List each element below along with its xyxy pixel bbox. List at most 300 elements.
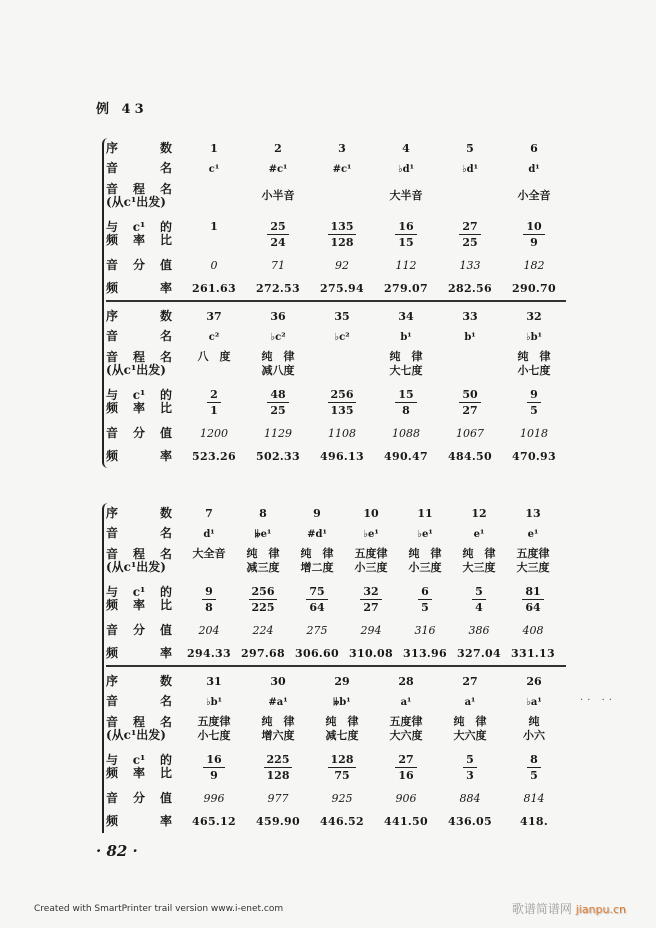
interval-line-2: 大三度 [462,561,496,574]
row-label [106,310,182,323]
numerator: 16 [203,753,224,768]
ratio-fraction [249,585,278,614]
table-cell [182,427,246,440]
row-interval-name [106,543,566,579]
table-cell [182,715,246,743]
row-cells [182,647,566,660]
row-cells [182,547,566,575]
numerator: 9 [527,388,541,403]
table-cell [182,624,236,637]
row-note-name [106,158,566,178]
row-cells [182,792,566,805]
label-line: (从c¹出发) [106,728,166,742]
note-name: c¹ [208,163,220,175]
interval-line-2: 小七度 [197,729,231,742]
row-cells [182,189,566,203]
row-cells [182,815,566,828]
cents-value: 1108 [328,426,356,440]
frequency-value: 459.90 [256,814,300,828]
table-cell [452,624,506,637]
table-cell [374,388,438,417]
interval-line-1: 纯 [528,715,540,728]
row-label [106,815,182,828]
numerator: 5 [472,585,486,600]
row-label [106,527,182,540]
row-label [106,282,182,295]
label-char: 的 [159,388,172,402]
table-cell [502,715,566,743]
row-cells [182,259,566,272]
row-label [106,507,182,520]
sequence-number: 26 [526,674,542,688]
ratio-fraction [472,585,486,614]
interval-name [182,350,246,364]
frequency-value: 331.13 [511,646,555,660]
note-name: ♭d¹ [397,163,415,175]
table-cell [438,427,502,440]
table-section-2 [106,302,566,468]
row-cents [106,619,566,641]
numerator: 48 [267,388,288,403]
denominator: 9 [210,768,218,782]
cents-value: 925 [331,791,353,805]
label-char: 比 [159,766,172,780]
cents-value: 133 [459,258,481,272]
row-cells [182,427,566,440]
row-label [106,389,182,415]
label-char: 音 [106,328,119,343]
numerator: 256 [328,388,357,403]
row-cells [182,282,566,295]
table-block-1 [106,138,566,468]
table-cell [374,792,438,805]
denominator: 5 [421,600,429,614]
sequence-number: 33 [462,309,478,323]
ratio-fraction [207,388,221,417]
note-name: ♭e¹ [417,528,433,540]
row-cells [182,585,566,614]
sequence-number: 13 [525,506,541,520]
ratio-fraction [527,753,541,782]
table-cell [236,527,290,540]
label-char: 名 [159,525,172,540]
label-char: 音 [106,182,119,196]
table-cell [452,547,506,575]
page-number: · 82 · [96,842,138,860]
row-cents [106,254,566,276]
cents-value: 1129 [264,426,292,440]
label-char: 数 [159,308,172,323]
row-label-line [106,234,172,247]
row-label-line [106,792,172,805]
table-cell [502,675,566,688]
table-cell [182,585,236,614]
interval-name [506,547,560,575]
sequence-number: 27 [462,674,478,688]
interval-name [246,715,310,743]
row-label [106,586,182,612]
interval-line-2: 减三度 [246,561,280,574]
interval-line-1: 八 度 [197,350,231,363]
cents-value: 204 [198,623,220,637]
numerator: 75 [306,585,327,600]
ratio-fraction [267,388,288,417]
label-char: 频 [106,598,119,612]
sequence-number: 4 [402,141,410,155]
table-cell [290,527,344,540]
row-cells [182,220,566,249]
interval-line-1: 纯 律 [246,547,280,560]
table-cell [344,507,398,520]
interval-name [438,715,502,743]
table-cell [506,647,560,660]
table-cell [438,753,502,782]
ratio-fraction [202,585,216,614]
row-label-line [106,507,172,520]
label-char: 分 [132,790,145,805]
row-cents [106,422,566,444]
label-char: 音 [106,715,119,729]
cents-value: 224 [252,623,274,637]
interval-line-1: 纯 律 [408,547,442,560]
row-sequence [106,138,566,158]
denominator: 128 [330,235,354,249]
numerator: 27 [395,753,416,768]
table-cell [344,647,398,660]
table-cell [506,547,560,575]
table-cell [506,624,560,637]
table-cell [310,259,374,272]
label-char: 音 [106,790,119,805]
table-cell [438,792,502,805]
label-line: (从c¹出发) [106,195,166,209]
frequency-value: 282.56 [448,281,492,295]
table-cell [310,675,374,688]
row-cells [182,350,566,378]
row-label [106,695,182,708]
label-char: 比 [159,401,172,415]
interval-name [182,547,236,561]
table-cell [452,527,506,540]
frequency-value: 294.33 [187,646,231,660]
table-cell [310,310,374,323]
label-char: c¹ [132,388,146,402]
interval-line-1: 五度律 [197,715,231,728]
ratio-value: 1 [210,219,218,233]
table-cell [310,792,374,805]
label-char: 名 [159,693,172,708]
interval-line-1: 大半音 [389,189,423,202]
label-char: 与 [106,753,119,767]
row-label [106,754,182,780]
interval-line-1: 纯 律 [261,715,295,728]
cents-value: 1018 [520,426,548,440]
note-name: d¹ [528,163,540,175]
site-name: 歌谱简谱网 [511,902,572,916]
numerator: 256 [249,585,278,600]
note-name: a¹ [464,696,476,708]
row-sequence [106,306,566,326]
row-frequency [106,809,566,833]
sequence-number: 2 [274,141,282,155]
label-char: 音 [106,693,119,708]
table-cell [310,450,374,463]
row-sequence [106,503,566,523]
table-cell [438,330,502,343]
table-cell [344,624,398,637]
note-name: #c¹ [332,163,352,175]
label-char: 分 [132,622,145,637]
table-cell [246,792,310,805]
interval-name [374,350,438,378]
table-cell [374,142,438,155]
numerator: 32 [360,585,381,600]
row-label [106,548,182,574]
interval-line-1: 纯 律 [325,715,359,728]
label-char: 音 [106,160,119,175]
sequence-number: 9 [313,506,321,520]
interval-name [398,547,452,575]
table-cell [182,310,246,323]
table-cell [438,259,502,272]
interval-line-1: 纯 律 [517,350,551,363]
denominator: 25 [270,403,286,417]
table-cell [502,330,566,343]
label-char: c¹ [132,585,146,599]
table-cell [182,388,246,417]
denominator: 15 [398,235,414,249]
interval-line-2: 大六度 [453,729,487,742]
row-interval-name [106,178,566,214]
table-cell [438,715,502,743]
ratio-fraction [523,220,544,249]
label-char: 数 [159,505,172,520]
label-char: 序 [106,505,119,520]
frequency-value: 310.08 [349,646,393,660]
table-cell [506,527,560,540]
table-cell [398,507,452,520]
table-cell [502,162,566,175]
note-name: ♭a¹ [526,696,542,708]
row-cells [182,624,566,637]
table-cell [310,350,374,378]
numerator: 2 [207,388,221,403]
interval-line-2: 大三度 [516,561,550,574]
interval-line-1: 纯 律 [300,547,334,560]
sequence-number: 28 [398,674,414,688]
row-label [106,624,182,637]
sequence-number: 12 [471,506,487,520]
label-char: 音 [106,425,119,440]
numerator: 16 [395,220,416,235]
table-cell [398,527,452,540]
row-label [106,330,182,343]
label-char: 序 [106,673,119,688]
label-char: 率 [159,280,172,295]
cents-value: 182 [523,258,545,272]
frequency-value: 446.52 [320,814,364,828]
table-cell [438,450,502,463]
table-cell [290,585,344,614]
note-name: ♭d¹ [461,163,479,175]
table-section-1 [106,138,566,302]
sequence-number: 34 [398,309,414,323]
table-cell [246,259,310,272]
table-cell [182,350,246,378]
sequence-number: 37 [206,309,222,323]
table-cell [310,282,374,295]
table-cell [310,695,374,708]
label-char: 分 [132,257,145,272]
row-cells [182,675,566,688]
label-char: 与 [106,585,119,599]
label-line: (从c¹出发) [106,560,166,574]
numerator: 5 [463,753,477,768]
table-cell [374,450,438,463]
interval-name [452,547,506,575]
label-char: 与 [106,388,119,402]
table-cell [290,547,344,575]
table-cell [344,547,398,575]
label-char: 值 [159,622,172,637]
note-name: ♭b¹ [205,696,223,708]
label-char: 音 [106,525,119,540]
row-label [106,183,182,209]
label-char: 的 [159,753,172,767]
interval-line-1: 大全音 [192,547,226,560]
table-cell [438,388,502,417]
table-cell [246,350,310,378]
row-label-line [106,647,172,660]
table-cell [310,330,374,343]
sequence-number: 30 [270,674,286,688]
row-cells [182,330,566,343]
denominator: 8 [402,403,410,417]
row-label [106,162,182,175]
label-char: 的 [159,585,172,599]
row-cells [182,142,566,155]
row-label [106,221,182,247]
row-cents [106,787,566,809]
interval-line-1: 小半音 [261,189,295,202]
denominator: 27 [363,600,379,614]
site-brand: jianpu.cn [575,903,626,916]
table-cell [310,189,374,203]
table-cell [374,427,438,440]
numerator: 27 [459,220,480,235]
table-cell [374,675,438,688]
numerator: 10 [523,220,544,235]
note-name: e¹ [473,528,485,540]
frequency-value: 272.53 [256,281,300,295]
interval-line-2: 增六度 [261,729,295,742]
table-cell [398,624,452,637]
label-char: 频 [106,280,119,295]
table-cell [182,189,246,203]
label-char: 率 [159,645,172,660]
cents-value: 316 [414,623,436,637]
ratio-fraction [459,220,480,249]
numerator: 225 [264,753,293,768]
frequency-value: 496.13 [320,449,364,463]
table-section-4 [106,667,616,833]
cents-value: 112 [395,258,417,272]
row-interval-name [106,711,566,747]
cents-value: 71 [271,258,285,272]
note-name: 𝄫e¹ [254,528,272,540]
cents-value: 977 [267,791,289,805]
table-cell [438,282,502,295]
table-cell [438,695,502,708]
row-label-line [106,330,172,343]
ratio-fraction [328,753,357,782]
table-cell [502,815,566,828]
sequence-number: 1 [210,141,218,155]
cents-value: 386 [468,623,490,637]
table-cell [398,585,452,614]
table-cell [398,647,452,660]
row-label [106,142,182,155]
ratio-fraction [395,388,416,417]
table-cell [374,330,438,343]
ratio-fraction [203,753,224,782]
table-cell [182,792,246,805]
table-cell [182,330,246,343]
table-cell [246,142,310,155]
numerator: 9 [202,585,216,600]
table-cell [502,792,566,805]
table-cell [502,695,566,708]
table-cell [246,753,310,782]
table-cell [182,142,246,155]
denominator: 3 [466,768,474,782]
note-name: b¹ [400,331,412,343]
interval-line-2: 增二度 [300,561,334,574]
cents-value: 906 [395,791,417,805]
frequency-value: 279.07 [384,281,428,295]
table-cell [182,507,236,520]
table-cell [246,282,310,295]
table-cell [310,142,374,155]
row-note-name [106,523,566,543]
row-label-line [106,402,172,415]
label-char: 与 [106,220,119,234]
denominator: 27 [462,403,478,417]
sequence-number: 32 [526,309,542,323]
table-cell [182,162,246,175]
table-cell [374,282,438,295]
interval-line-1: 五度律 [354,547,388,560]
frequency-value: 261.63 [192,281,236,295]
table-cell [182,220,246,249]
row-label [106,675,182,688]
note-name: ♭e¹ [363,528,379,540]
table-cell [374,220,438,249]
frequency-value: 470.93 [512,449,556,463]
row-label-line [106,815,172,828]
table-cell [246,450,310,463]
row-label-line [106,427,172,440]
ratio-fraction [418,585,432,614]
note-name: 𝄫b¹ [333,696,351,708]
table-cell [506,507,560,520]
interval-line-1: 纯 律 [453,715,487,728]
cents-value: 408 [522,623,544,637]
cents-value: 996 [203,791,225,805]
row-label-line [106,282,172,295]
table-cell [502,142,566,155]
label-char: 率 [132,401,145,415]
